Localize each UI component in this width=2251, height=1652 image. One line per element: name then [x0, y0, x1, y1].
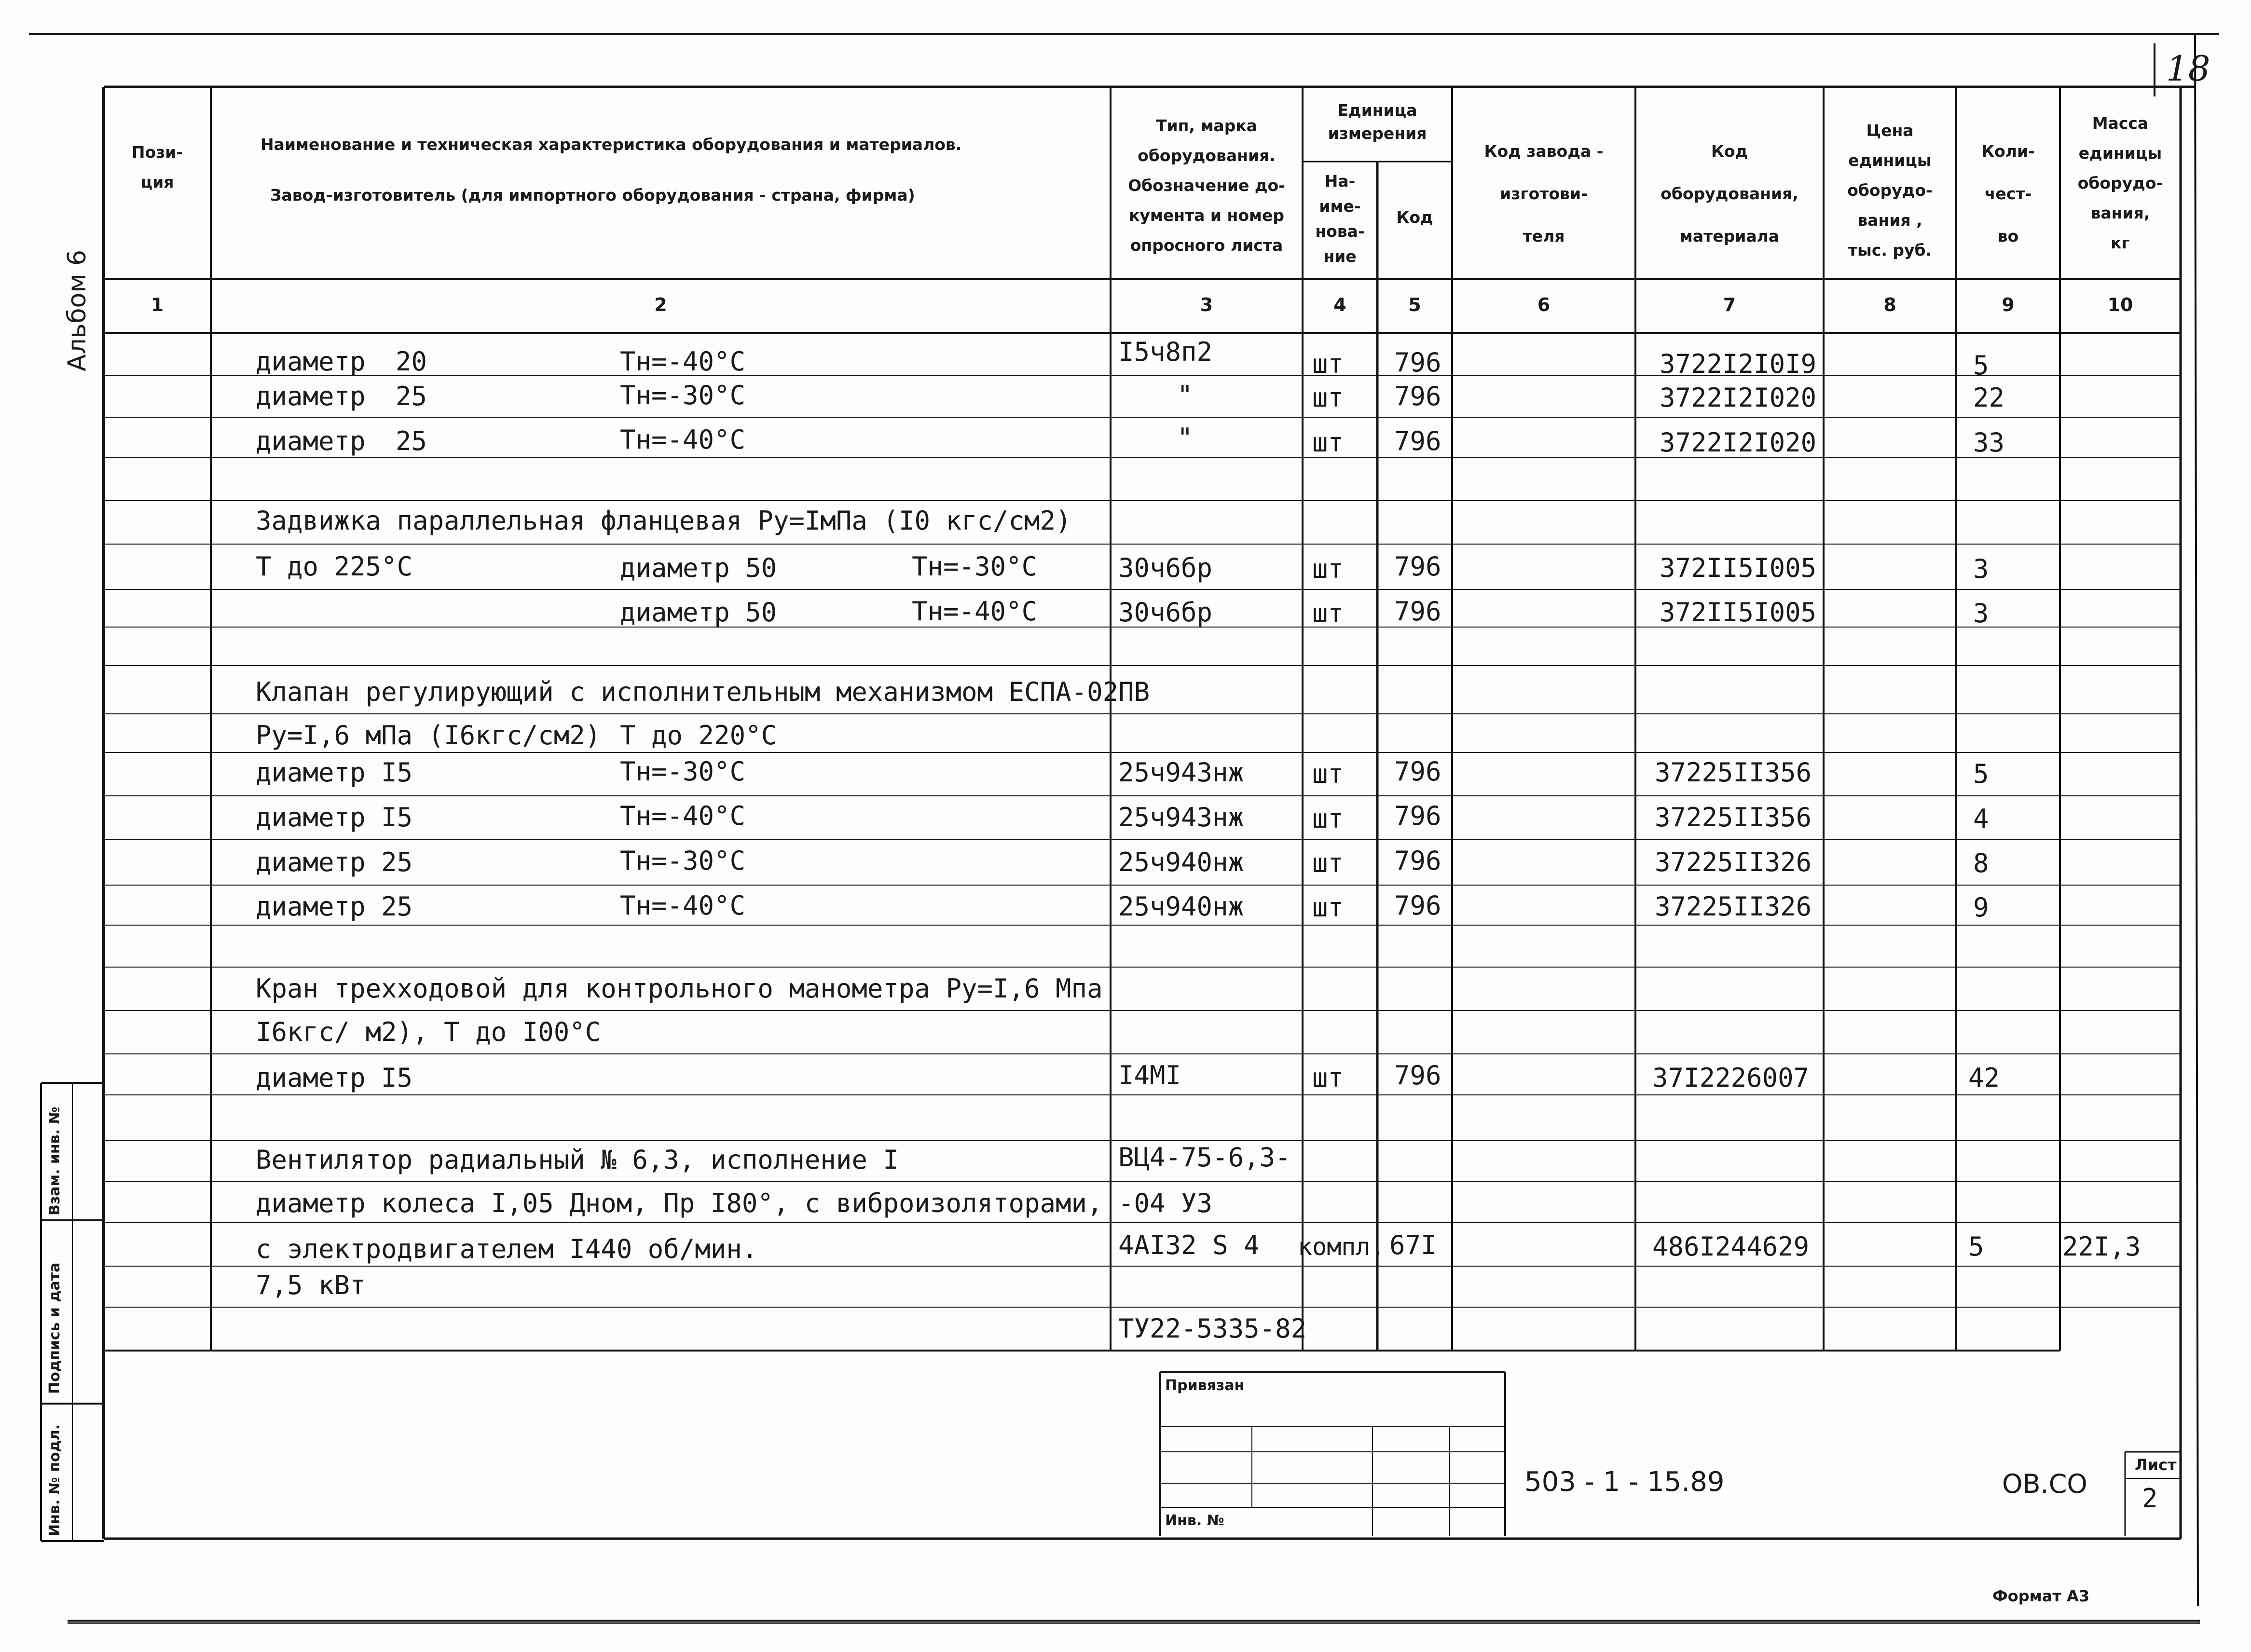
row-7-unit: шт [1312, 598, 1344, 628]
col-number-4: 4 [1333, 294, 1346, 315]
row-2-code: 796 [1394, 381, 1441, 411]
row-fan-type-1: ВЦ4-75-6,3- [1118, 1142, 1291, 1173]
row-7-equip: 372II5I005 [1660, 597, 1817, 628]
col-number-5: 5 [1408, 294, 1421, 315]
row-14-equip: 37225II326 [1655, 891, 1812, 922]
row-12-qty: 4 [1973, 804, 1989, 834]
row-7-code: 796 [1394, 596, 1441, 627]
row-12-name: диаметр I5 [256, 802, 413, 833]
row-fan-qty: 5 [1968, 1231, 1984, 1262]
col-number-8: 8 [1883, 294, 1896, 315]
row-fan-motor: с электродвигателем I440 об/мин. [256, 1234, 758, 1264]
col-number-9: 9 [2002, 294, 2015, 315]
header-quantity: Коли- чест- во [1981, 142, 2035, 246]
row-3-code: 796 [1394, 426, 1441, 456]
row-14-temp: Тн=-40°С [620, 890, 746, 921]
row-11-unit: шт [1312, 759, 1344, 789]
header-name-line2: Завод-изготовитель (для импортного оборудования - страна, фирма) [270, 186, 915, 205]
stamp-privyazan: Привязан [1165, 1377, 1245, 1394]
row-3-name: диаметр [256, 426, 366, 456]
row-13-equip: 37225II326 [1655, 847, 1812, 877]
row-7-temp: Тн=-40°С [912, 596, 1038, 627]
row-fan-title: Вентилятор радиальный № 6,3, исполнение I [256, 1145, 899, 1175]
row-valve-pressure: Ру=I,6 мПа (I6кгс/см2) [256, 720, 601, 751]
row-fan-detail: диаметр колеса I,05 Дном, Пр I80°, с виброизоляторами, [256, 1188, 1103, 1218]
document-code: 503 - 1 - 15.89 [1524, 1466, 1725, 1498]
row-11-temp: Тн=-30°С [620, 756, 746, 787]
row-18-type: I4MI [1118, 1060, 1181, 1091]
header-type: Тип, марка оборудования. Обозначение до- кумента и номер опросного листа [1128, 116, 1285, 255]
row-6-name: Т до 225°С [256, 551, 413, 582]
row-3-type: " [1177, 423, 1193, 453]
row-7-qty: 3 [1973, 598, 1989, 628]
stamp-list-label: Лист [2135, 1456, 2177, 1474]
col-number-10: 10 [2107, 294, 2133, 315]
row-3-temp: Тн=-40°С [620, 424, 746, 455]
row-2-equip: 3722I2I020 [1660, 382, 1817, 413]
row-fan-unit: компл. [1298, 1233, 1385, 1261]
row-3-diam: 25 [396, 426, 427, 456]
row-13-qty: 8 [1973, 848, 1989, 878]
row-fan-type-2: -04 УЗ [1118, 1188, 1213, 1218]
row-fan-mass: 22I,3 [2062, 1231, 2141, 1262]
row-gate-title: Задвижка параллельная фланцевая Ру=IмПа (I0 кгс/см2) [256, 505, 1071, 536]
row-7-type: 30ч6бр [1118, 597, 1213, 628]
header-unit-name: На- име- нова- ние [1315, 172, 1365, 266]
row-valve-temp: Т до 220°С [620, 720, 777, 751]
col-number-1: 1 [151, 294, 164, 315]
row-2-unit: шт [1312, 382, 1344, 413]
row-7-diam: диаметр 50 [620, 597, 777, 628]
row-cock-title: Кран трехходовой для контрольного манометра Ру=I,6 Мпа [256, 973, 1103, 1004]
row-fan-equip: 486I244629 [1652, 1231, 1810, 1262]
stamp-podpis: Подпись и дата [46, 1262, 63, 1394]
row-2-diam: 25 [396, 381, 427, 411]
row-12-equip: 37225II356 [1655, 802, 1812, 833]
header-price: Цена единицы оборудо- вания , тыс. руб. [1847, 121, 1933, 259]
row-cock-detail: I6кгс/ м2), Т до I00°С [256, 1017, 601, 1047]
col-number-6: 6 [1537, 294, 1551, 315]
col-number-2: 2 [654, 294, 667, 315]
header-factory-code: Код завода - изготови- теля [1484, 142, 1604, 246]
row-11-equip: 37225II356 [1655, 757, 1812, 788]
album-label: Альбом 6 [63, 249, 92, 371]
row-11-type: 25ч943нж [1118, 757, 1244, 788]
row-18-qty: 42 [1968, 1063, 2000, 1093]
row-14-name: диаметр 25 [256, 891, 413, 922]
col-number-7: 7 [1723, 294, 1736, 315]
row-1-name: диаметр [256, 346, 366, 377]
col-number-3: 3 [1200, 294, 1213, 315]
row-1-unit: шт [1312, 349, 1344, 379]
row-14-type: 25ч940нж [1118, 891, 1244, 922]
stamp-vzam: Взам. инв. № [46, 1106, 63, 1215]
row-6-code: 796 [1394, 551, 1441, 582]
row-3-unit: шт [1312, 427, 1344, 458]
row-12-code: 796 [1394, 801, 1441, 831]
row-18-code: 796 [1394, 1060, 1441, 1091]
row-14-code: 796 [1394, 890, 1441, 921]
row-1-type: I5ч8п2 [1118, 337, 1213, 367]
row-11-qty: 5 [1973, 759, 1989, 789]
header-unit-code: Код [1396, 208, 1433, 227]
row-valve-title: Клапан регулирующий с исполнительным механизмом ЕСПА-02ПВ [256, 677, 1150, 707]
row-fan-power: 7,5 кВт [256, 1270, 366, 1300]
row-13-unit: шт [1312, 848, 1344, 878]
row-18-unit: шт [1312, 1063, 1344, 1093]
row-fan-type-3: 4AI32 S 4 [1118, 1230, 1260, 1260]
row-1-code: 796 [1394, 347, 1441, 378]
row-2-qty: 22 [1973, 382, 2005, 413]
row-3-qty: 33 [1973, 427, 2005, 458]
row-fan-spec: ТУ22-5335-82 [1118, 1313, 1307, 1344]
stamp-inv-podl: Инв. № подл. [46, 1424, 63, 1536]
row-3-equip: 3722I2I020 [1660, 427, 1817, 458]
row-fan-code: 67I [1389, 1230, 1437, 1260]
row-1-temp: Тн=-40°С [620, 346, 746, 377]
row-18-name: диаметр I5 [256, 1063, 413, 1093]
header-mass: Масса единицы оборудо- вания, кг [2077, 114, 2163, 252]
row-6-equip: 372II5I005 [1660, 553, 1817, 583]
stamp-list-number: 2 [2142, 1483, 2158, 1514]
row-13-name: диаметр 25 [256, 847, 413, 877]
row-12-unit: шт [1312, 804, 1344, 834]
row-18-equip: 37I2226007 [1652, 1063, 1810, 1093]
row-13-type: 25ч940нж [1118, 847, 1244, 877]
row-14-unit: шт [1312, 892, 1344, 923]
page-number: 18 [2166, 48, 2210, 89]
row-13-temp: Тн=-30°С [620, 846, 746, 876]
row-6-temp: Тн=-30°С [912, 551, 1038, 582]
row-6-diam: диаметр 50 [620, 553, 777, 583]
header-name-line1: Наименование и техническая характеристика оборудования и материалов. [261, 135, 962, 154]
header-position: Пози- ция [131, 143, 183, 191]
row-2-name: диаметр [256, 381, 366, 411]
format-label: Формат А3 [1992, 1587, 2090, 1605]
row-1-qty: 5 [1973, 350, 1989, 381]
row-6-qty: 3 [1973, 554, 1989, 584]
header-equip-code: Код оборудования, материала [1661, 142, 1798, 246]
row-11-code: 796 [1394, 756, 1441, 787]
row-1-diam: 20 [396, 346, 427, 377]
row-6-type: 30ч6бр [1118, 553, 1213, 583]
stamp-inv-no: Инв. № [1165, 1512, 1224, 1529]
row-11-name: диаметр I5 [256, 757, 413, 788]
row-2-temp: Тн=-30°С [620, 380, 746, 410]
row-6-unit: шт [1312, 554, 1344, 584]
document-suffix: ОВ.СО [2002, 1469, 2087, 1499]
row-2-type: " [1177, 380, 1193, 410]
row-12-temp: Тн=-40°С [620, 801, 746, 831]
row-13-code: 796 [1394, 846, 1441, 876]
row-14-qty: 9 [1973, 892, 1989, 923]
row-12-type: 25ч943нж [1118, 802, 1244, 833]
header-unit-group: Единица измерения [1328, 101, 1427, 143]
row-1-equip: 3722I2I0I9 [1660, 349, 1817, 379]
